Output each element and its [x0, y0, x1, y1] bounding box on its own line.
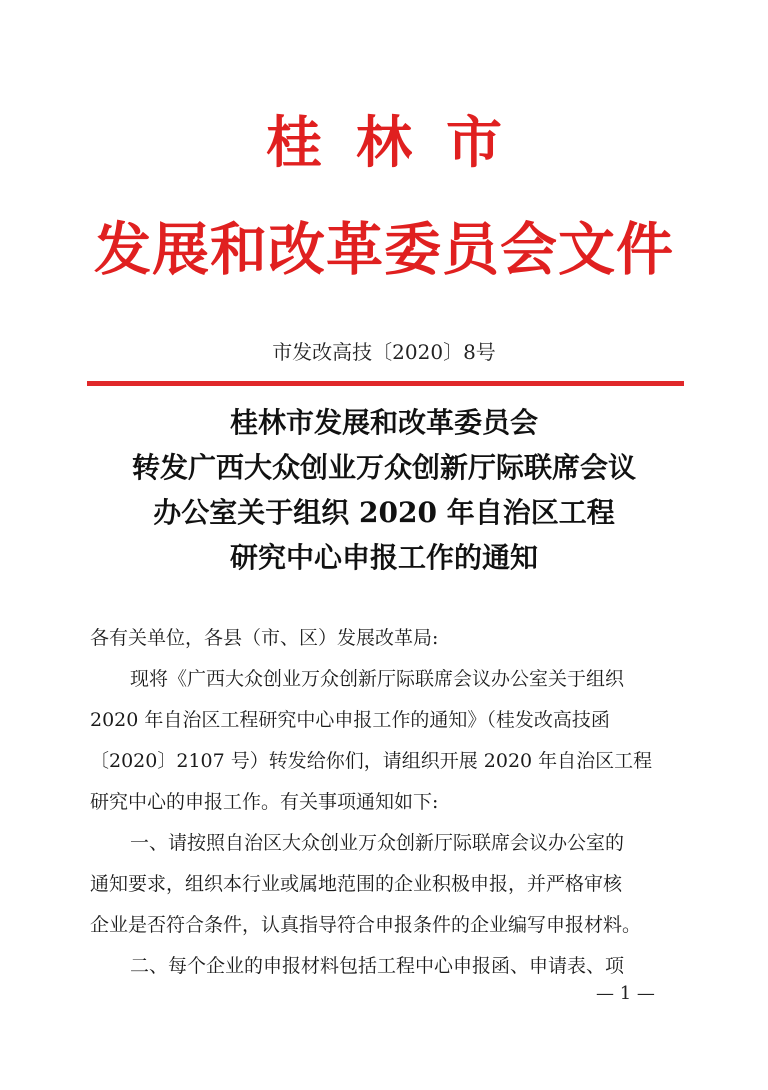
document-number: 市发改高技〔2020〕8号	[272, 340, 496, 364]
title-line: 转发广西大众创业万众创新厅际联席会议	[131, 451, 636, 484]
body-line: 通知要求，组织本行业或属地范围的企业积极申报，并严格审核	[90, 873, 623, 895]
body-line: 一、请按照自治区大众创业万众创新厅际联席会议办公室的	[130, 832, 625, 854]
page-number: — 1 —	[596, 983, 655, 1004]
title-line: 研究中心申报工作的通知	[229, 541, 538, 574]
red-separator-line	[87, 381, 684, 386]
issuer-document-heading: 发展和改革委员会文件	[94, 216, 674, 283]
title-line: 办公室关于组织 2020 年自治区工程	[153, 496, 615, 529]
body-line: 2020 年自治区工程研究中心申报工作的通知》（桂发改高技函	[90, 709, 610, 731]
body-line: 研究中心的申报工作。有关事项通知如下:	[90, 791, 439, 813]
salutation: 各有关单位，各县（市、区）发展改革局:	[90, 627, 439, 649]
body-line: 企业是否符合条件，认真指导符合申报条件的企业编写申报材料。	[90, 914, 642, 936]
title-line: 桂林市发展和改革委员会	[229, 406, 538, 439]
body-line: 现将《广西大众创业万众创新厅际联席会议办公室关于组织	[130, 668, 625, 690]
body-line: 二、每个企业的申报材料包括工程中心申报函、申请表、项	[130, 955, 625, 977]
notice-title	[0, 400, 768, 580]
issuer-city: 桂林市	[266, 110, 536, 176]
body-line: 〔2020〕2107 号）转发给你们，请组织开展 2020 年自治区工程	[90, 750, 653, 772]
notice-body	[90, 618, 710, 987]
